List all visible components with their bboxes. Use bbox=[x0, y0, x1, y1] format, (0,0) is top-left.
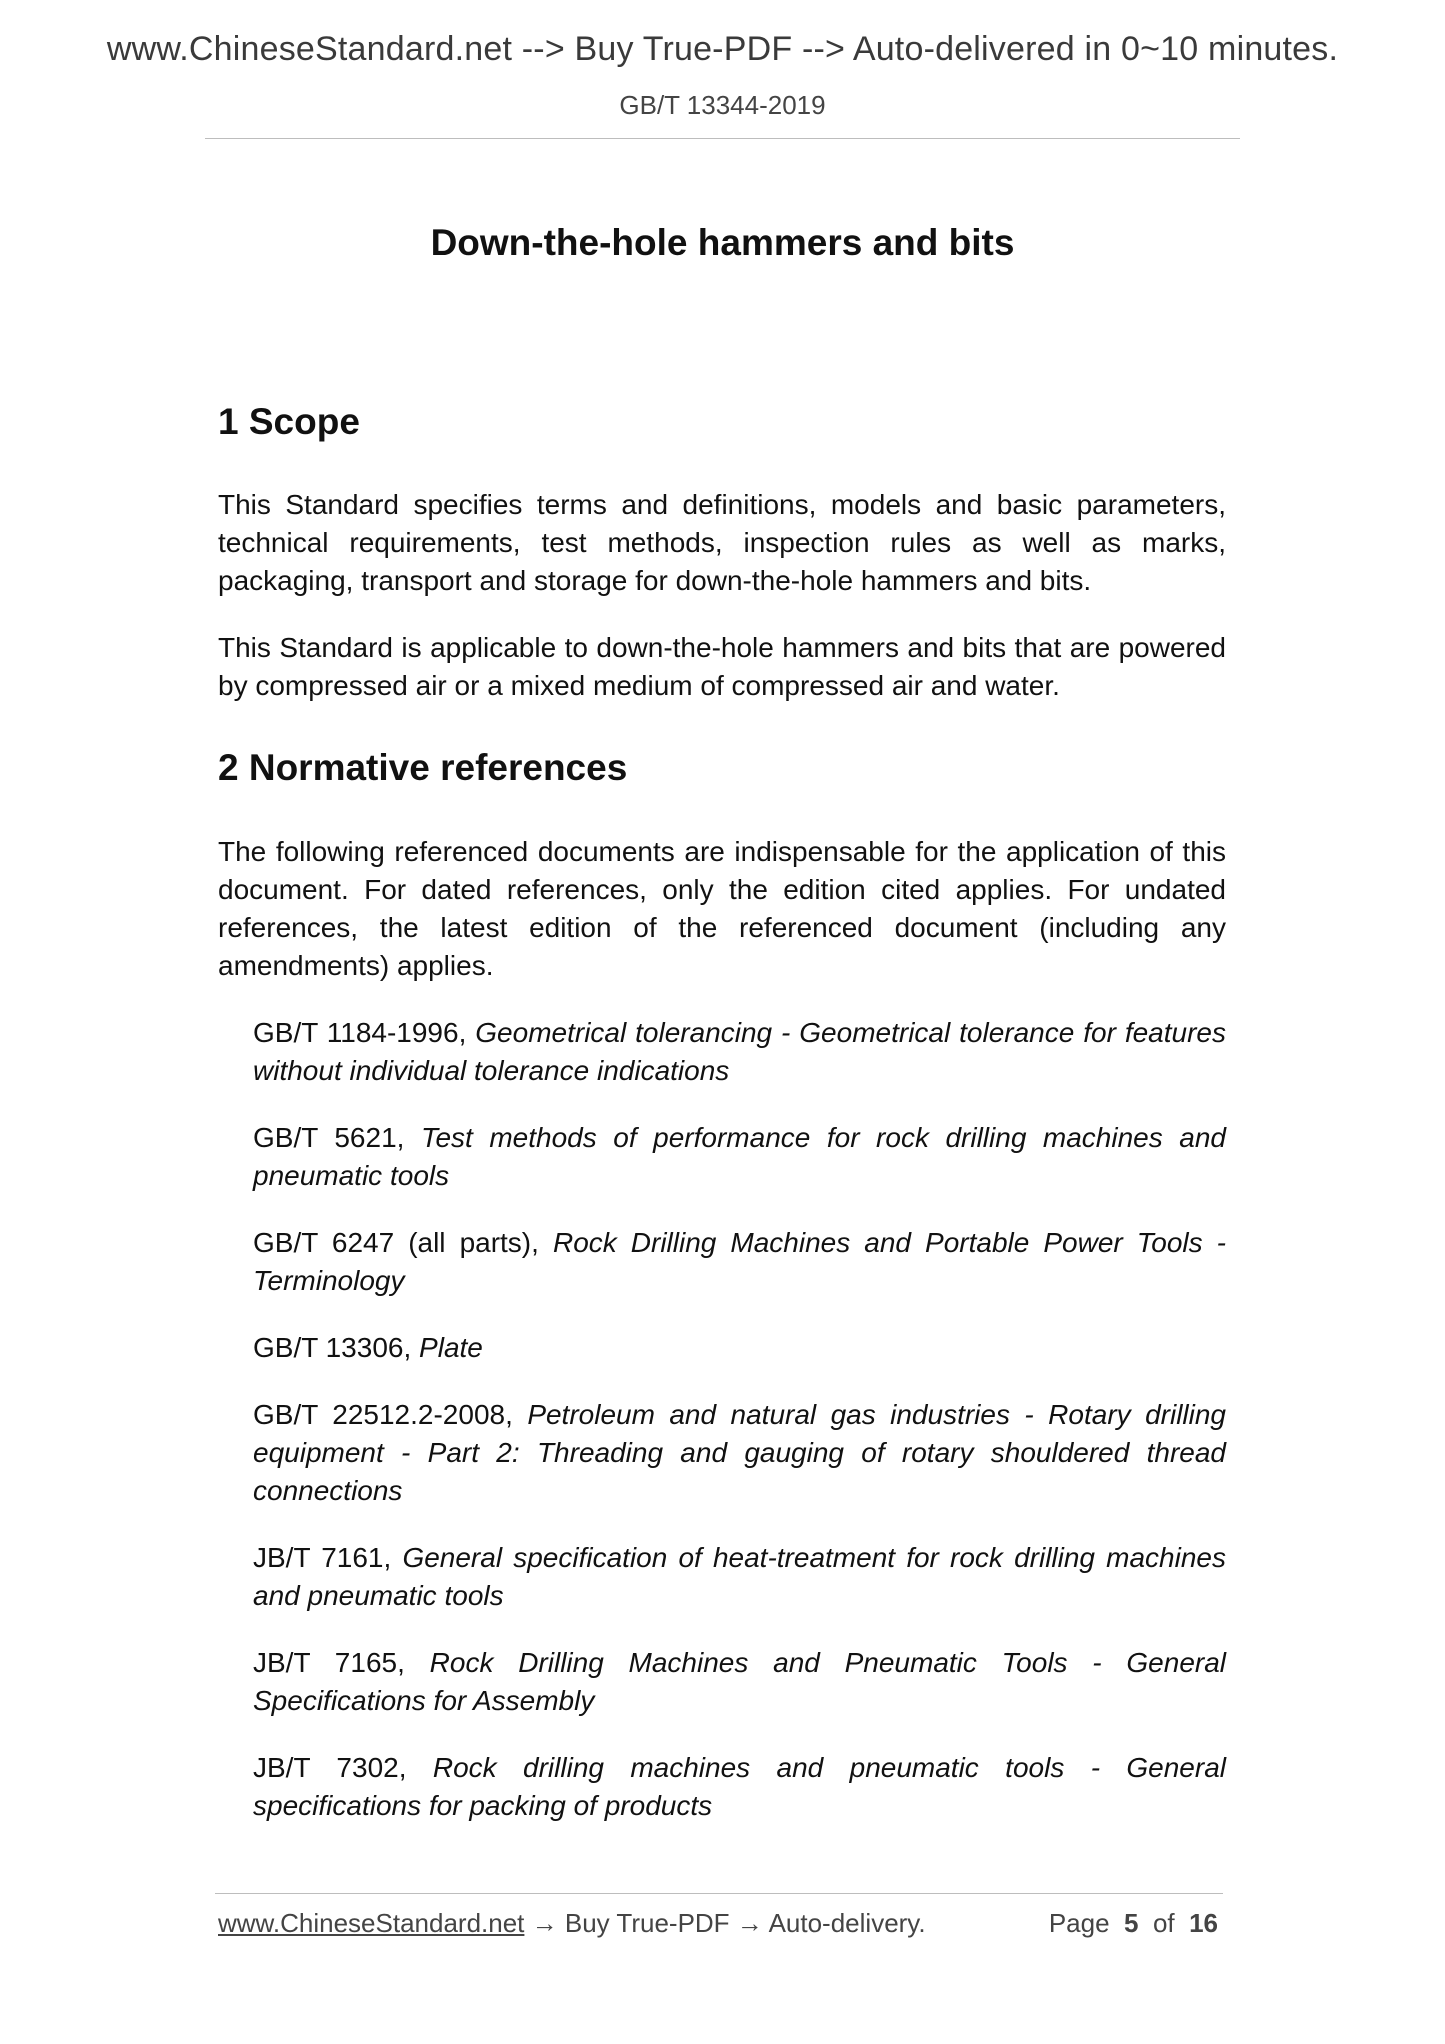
reference-item bbox=[253, 1329, 1226, 1367]
paragraph: This Standard specifies terms and definitions, models and basic parameters, technical requirements, test methods, inspection rules as well as marks, packaging, transport and storage for down-the-hole hammers and bits. bbox=[218, 489, 1226, 597]
reference-item bbox=[253, 1224, 1226, 1300]
page-current: 5 bbox=[1124, 1908, 1139, 1938]
page-label: Page bbox=[1048, 1908, 1110, 1938]
reference-item bbox=[253, 1749, 1226, 1825]
footer-tagline: → Buy True-PDF → Auto-delivery. bbox=[524, 1908, 926, 1938]
reference-title: Rock drilling machines and pneumatic tools - General specifications for packing of products bbox=[253, 1751, 1226, 1821]
reference-list bbox=[253, 1014, 1226, 1825]
reference-code: GB/T 13306, bbox=[253, 1331, 412, 1363]
reference-title: Rock Drilling Machines and Portable Power Tools - Terminology bbox=[253, 1226, 1227, 1296]
header-divider bbox=[205, 138, 1240, 139]
reference-title: Petroleum and natural gas industries - Rotary drilling equipment - Part 2: Threading and gauging of rotary shouldered thread connections bbox=[253, 1398, 1226, 1506]
reference-code: GB/T 22512.2-2008, bbox=[253, 1398, 513, 1430]
footer-site-link[interactable]: www.ChineseStandard.net bbox=[218, 1908, 525, 1938]
page-total: 16 bbox=[1189, 1908, 1218, 1938]
reference-title: General specification of heat-treatment for rock drilling machines and pneumatic tools bbox=[253, 1541, 1226, 1611]
reference-item bbox=[253, 1396, 1226, 1510]
standard-code: GB/T 13344-2019 bbox=[619, 90, 826, 120]
footer-divider bbox=[215, 1893, 1223, 1894]
reference-code: JB/T 7165, bbox=[253, 1646, 405, 1678]
reference-title: Geometrical tolerancing - Geometrical tolerance for features without individual tolerance indications bbox=[253, 1016, 1226, 1086]
page-indicator bbox=[1049, 1908, 1218, 1939]
section-scope bbox=[218, 400, 1226, 705]
reference-title: Rock Drilling Machines and Pneumatic Tools - General Specifications for Assembly bbox=[253, 1646, 1227, 1716]
paragraph: The following referenced documents are indispensable for the application of this document. For dated references, only the edition cited applies. For undated references, the latest edition of the referenced document (including any amendments) applies. bbox=[218, 835, 1226, 981]
section-normative-references bbox=[218, 746, 1226, 1824]
reference-item bbox=[253, 1539, 1226, 1615]
section-heading: 1 Scope bbox=[218, 401, 360, 442]
document-title: Down-the-hole hammers and bits bbox=[430, 222, 1015, 263]
section-heading: 2 Normative references bbox=[218, 747, 628, 789]
reference-code: GB/T 5621, bbox=[253, 1121, 405, 1153]
reference-item bbox=[253, 1644, 1226, 1720]
paragraph: This Standard is applicable to down-the-hole hammers and bits that are powered by compressed air or a mixed medium of compressed air and water. bbox=[218, 632, 1226, 702]
page-footer bbox=[218, 1908, 1218, 1939]
reference-item bbox=[253, 1014, 1226, 1090]
reference-code: JB/T 7161, bbox=[253, 1541, 392, 1573]
reference-title: Test methods of performance for rock drilling machines and pneumatic tools bbox=[253, 1121, 1226, 1191]
reference-title: Plate bbox=[419, 1331, 483, 1363]
reference-item bbox=[253, 1119, 1226, 1195]
reference-code: GB/T 1184-1996, bbox=[253, 1016, 467, 1048]
top-banner: www.ChineseStandard.net --> Buy True-PDF --> Auto-delivered in 0~10 minutes. bbox=[106, 30, 1339, 68]
reference-code: JB/T 7302, bbox=[253, 1751, 407, 1783]
of-label: of bbox=[1152, 1908, 1175, 1938]
document-body bbox=[218, 400, 1226, 1854]
reference-code: GB/T 6247 (all parts), bbox=[253, 1226, 539, 1258]
